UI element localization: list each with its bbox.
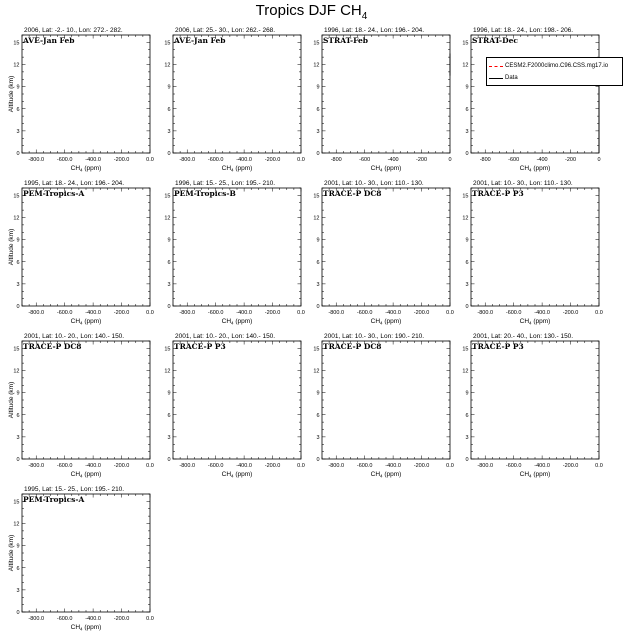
plot-frame — [471, 341, 599, 459]
x-tick-label: -200.0 — [562, 310, 579, 316]
y-tick-label: 15 — [164, 40, 171, 47]
x-tick-label: -400.0 — [236, 463, 252, 469]
y-axis-title: Altitude (km) — [8, 75, 15, 113]
y-tick-label: 0 — [167, 151, 171, 157]
y-tick-label: 0 — [316, 457, 320, 463]
panel-header: 2001, Lat: 10.- 20., Lon: 140.- 150. — [24, 333, 125, 340]
panel-5 — [8, 177, 156, 337]
y-tick-label: 15 — [13, 193, 20, 200]
panel-header: 2001, Lat: 10.- 30., Lon: 190.- 210. — [324, 333, 425, 340]
panel-10 — [162, 330, 307, 490]
panel-svg — [311, 177, 456, 332]
y-tick-label: 6 — [316, 106, 320, 113]
panel-8 — [460, 177, 605, 337]
x-tick-label: -400.0 — [534, 310, 550, 316]
y-tick-label: 6 — [465, 259, 469, 266]
y-tick-label: 3 — [316, 434, 320, 441]
x-tick-label: -400 — [536, 157, 548, 163]
figure-title-subscript: 4 — [361, 11, 368, 22]
x-tick-label: -400.0 — [85, 616, 101, 622]
panel-header: 1996, Lat: 18.- 24., Lon: 198.- 206. — [473, 27, 574, 34]
y-tick-label: 12 — [164, 215, 171, 222]
x-tick-label: -400.0 — [85, 157, 101, 163]
panel-header: 2001, Lat: 10.- 30., Lon: 110.- 130. — [473, 180, 573, 187]
panel-7 — [311, 177, 456, 337]
x-tick-label: -200.0 — [413, 310, 430, 316]
y-tick-label: 12 — [164, 62, 171, 69]
y-tick-label: 6 — [316, 259, 320, 266]
panel-svg — [8, 483, 156, 638]
y-tick-label: 9 — [465, 237, 469, 244]
y-tick-label: 12 — [313, 368, 320, 375]
campaign-label: TRACE-P P3 — [472, 189, 524, 198]
y-tick-label: 0 — [316, 304, 320, 310]
panel-4 — [460, 24, 605, 184]
panel-svg — [162, 177, 307, 332]
x-tick-label: -800.0 — [28, 310, 45, 316]
y-tick-label: 15 — [13, 346, 20, 353]
x-tick-label: -600.0 — [207, 310, 224, 316]
panel-header: 1996, Lat: 15.- 25., Lon: 195.- 210. — [175, 180, 276, 187]
y-tick-label: 12 — [313, 215, 320, 222]
y-tick-label: 6 — [16, 106, 20, 113]
y-tick-label: 6 — [167, 412, 171, 419]
x-tick-label: 0 — [597, 157, 601, 163]
plot-frame — [22, 188, 150, 306]
panel-header: 1996, Lat: 18.- 24., Lon: 196.- 204. — [324, 27, 425, 34]
legend-label-data: Data — [505, 75, 518, 81]
y-tick-label: 15 — [313, 193, 320, 200]
x-tick-label: -400.0 — [85, 310, 101, 316]
panel-12 — [460, 330, 605, 490]
y-tick-label: 0 — [16, 304, 20, 310]
y-tick-label: 6 — [16, 565, 20, 572]
x-axis-title: $CH_4$ (ppm) — [70, 624, 102, 632]
x-tick-label: -200.0 — [413, 463, 430, 469]
y-tick-label: 12 — [13, 215, 20, 222]
y-tick-label: 9 — [16, 237, 20, 244]
y-tick-label: 12 — [313, 62, 320, 69]
legend-swatch-model — [489, 66, 503, 67]
x-tick-label: -200.0 — [113, 310, 130, 316]
campaign-label: TRACE-P DC8 — [323, 342, 382, 351]
panel-svg — [311, 24, 456, 179]
y-tick-label: 0 — [465, 151, 469, 157]
x-tick-label: -200 — [565, 157, 577, 163]
y-tick-label: 3 — [16, 128, 20, 135]
x-tick-label: -600.0 — [56, 157, 73, 163]
y-tick-label: 3 — [16, 281, 20, 288]
x-axis-title: $CH_4$ (ppm) — [370, 471, 402, 479]
x-tick-label: -800.0 — [328, 310, 345, 316]
y-tick-label: 9 — [465, 84, 469, 91]
y-tick-label: 3 — [16, 587, 20, 594]
y-tick-label: 0 — [465, 457, 469, 463]
panel-2 — [162, 24, 307, 184]
panel-svg — [162, 24, 307, 179]
y-tick-label: 3 — [16, 434, 20, 441]
y-tick-label: 9 — [316, 84, 320, 91]
panel-svg — [162, 330, 307, 485]
y-tick-label: 3 — [167, 128, 171, 135]
y-tick-label: 9 — [16, 390, 20, 397]
y-tick-label: 6 — [465, 106, 469, 113]
x-tick-label: -400.0 — [385, 310, 401, 316]
x-tick-label: -600.0 — [356, 310, 373, 316]
campaign-label: PEM-Tropics-A — [23, 189, 85, 198]
y-tick-label: 9 — [167, 237, 171, 244]
x-tick-label: -600.0 — [207, 463, 224, 469]
plot-frame — [173, 188, 301, 306]
plot-frame — [322, 341, 450, 459]
panel-header: 2001, Lat: 10.- 30., Lon: 110.- 130. — [324, 180, 424, 187]
campaign-label: AVE-Jan Feb — [23, 36, 75, 45]
y-tick-label: 6 — [167, 259, 171, 266]
x-axis-title: $CH_4$ (ppm) — [519, 471, 551, 479]
campaign-label: PEM-Tropics-B — [174, 189, 236, 198]
x-tick-label: -200.0 — [113, 463, 130, 469]
y-tick-label: 0 — [167, 457, 171, 463]
y-tick-label: 15 — [164, 193, 171, 200]
campaign-label: STRAT-Dec — [472, 36, 518, 45]
legend-label-model: CESM2.F2000climo.C96.CSS.mg17.io — [505, 63, 609, 69]
plot-frame — [173, 341, 301, 459]
plot-frame — [322, 188, 450, 306]
y-tick-label: 15 — [462, 193, 469, 200]
y-tick-label: 0 — [167, 304, 171, 310]
y-tick-label: 15 — [462, 40, 469, 47]
x-tick-label: -800 — [330, 157, 342, 163]
panel-header: 2006, Lat: 25.- 30., Lon: 262.- 268. — [175, 27, 276, 34]
x-tick-label: -800.0 — [28, 463, 45, 469]
x-axis-title: $CH_4$ (ppm) — [221, 165, 253, 173]
panel-svg — [8, 330, 156, 485]
x-tick-label: -800.0 — [179, 157, 196, 163]
y-tick-label: 15 — [164, 346, 171, 353]
x-axis-title: $CH_4$ (ppm) — [221, 318, 253, 326]
x-axis-title: $CH_4$ (ppm) — [70, 165, 102, 173]
y-tick-label: 3 — [465, 128, 469, 135]
panel-11 — [311, 330, 456, 490]
x-tick-label: 0.0 — [446, 463, 454, 469]
panel-header: 2001, Lat: 20.- 40., Lon: 130.- 150. — [473, 333, 574, 340]
x-tick-label: -200.0 — [264, 157, 281, 163]
plot-frame — [22, 35, 150, 153]
x-tick-label: -400.0 — [236, 157, 252, 163]
x-tick-label: -600.0 — [505, 310, 522, 316]
panel-svg — [460, 177, 605, 332]
x-axis-title: $CH_4$ (ppm) — [370, 165, 402, 173]
campaign-label: PEM-Tropics-A — [23, 495, 85, 504]
campaign-label: TRACE-P DC8 — [323, 189, 382, 198]
x-axis-title: $CH_4$ (ppm) — [519, 318, 551, 326]
x-tick-label: -800.0 — [28, 616, 45, 622]
plot-frame — [322, 35, 450, 153]
x-tick-label: 0.0 — [297, 463, 305, 469]
panel-13 — [8, 483, 156, 643]
x-axis-title: $CH_4$ (ppm) — [221, 471, 253, 479]
x-tick-label: -400.0 — [236, 310, 252, 316]
x-axis-title: $CH_4$ (ppm) — [519, 165, 551, 173]
x-tick-label: -800.0 — [477, 310, 494, 316]
x-tick-label: -400.0 — [385, 463, 401, 469]
y-tick-label: 12 — [13, 368, 20, 375]
y-tick-label: 6 — [167, 106, 171, 113]
y-axis-title: Altitude (km) — [8, 228, 15, 266]
x-tick-label: 0.0 — [146, 310, 154, 316]
campaign-label: TRACE-P DC8 — [23, 342, 82, 351]
y-tick-label: 15 — [13, 40, 20, 47]
x-tick-label: -200.0 — [264, 463, 281, 469]
y-tick-label: 9 — [465, 390, 469, 397]
x-tick-label: -600 — [508, 157, 520, 163]
x-tick-label: -800.0 — [179, 310, 196, 316]
y-tick-label: 15 — [313, 40, 320, 47]
x-axis-title: $CH_4$ (ppm) — [70, 471, 102, 479]
x-tick-label: -800 — [479, 157, 491, 163]
y-tick-label: 9 — [316, 390, 320, 397]
y-tick-label: 0 — [316, 151, 320, 157]
y-tick-label: 12 — [13, 521, 20, 528]
x-tick-label: -200.0 — [113, 157, 130, 163]
y-tick-label: 0 — [465, 304, 469, 310]
x-tick-label: 0.0 — [146, 616, 154, 622]
x-tick-label: 0.0 — [595, 310, 603, 316]
x-tick-label: -200.0 — [113, 616, 130, 622]
panel-header: 1995, Lat: 15.- 25., Lon: 195.- 210. — [24, 486, 125, 493]
x-tick-label: -400 — [387, 157, 399, 163]
panel-header: 2006, Lat: -2.- 10., Lon: 272.- 282. — [24, 27, 123, 34]
x-tick-label: -600 — [359, 157, 371, 163]
plot-frame — [22, 341, 150, 459]
y-tick-label: 15 — [462, 346, 469, 353]
y-tick-label: 9 — [167, 84, 171, 91]
x-tick-label: -200 — [416, 157, 428, 163]
y-tick-label: 3 — [465, 281, 469, 288]
x-tick-label: -600.0 — [56, 616, 73, 622]
figure-title-text: Tropics DJF CH — [255, 2, 362, 19]
panel-svg — [8, 24, 156, 179]
y-tick-label: 3 — [316, 281, 320, 288]
y-axis-title: Altitude (km) — [8, 381, 15, 419]
panel-9 — [8, 330, 156, 490]
y-tick-label: 6 — [316, 412, 320, 419]
panel-header: 2001, Lat: 10.- 20., Lon: 140.- 150. — [175, 333, 276, 340]
x-tick-label: -600.0 — [56, 310, 73, 316]
x-tick-label: -400.0 — [85, 463, 101, 469]
plot-frame — [173, 35, 301, 153]
y-tick-label: 3 — [167, 434, 171, 441]
plot-frame — [22, 494, 150, 612]
panel-header: 1995, Lat: 18.- 24., Lon: 196.- 204. — [24, 180, 125, 187]
y-tick-label: 9 — [16, 543, 20, 550]
y-axis-title: Altitude (km) — [8, 534, 15, 572]
y-tick-label: 9 — [316, 237, 320, 244]
y-tick-label: 12 — [13, 62, 20, 69]
y-tick-label: 3 — [465, 434, 469, 441]
legend-entry-model — [489, 61, 608, 71]
y-tick-label: 9 — [167, 390, 171, 397]
panel-svg — [460, 330, 605, 485]
x-axis-title: $CH_4$ (ppm) — [370, 318, 402, 326]
x-tick-label: 0.0 — [297, 157, 305, 163]
y-tick-label: 6 — [465, 412, 469, 419]
x-tick-label: -600.0 — [505, 463, 522, 469]
x-tick-label: -800.0 — [28, 157, 45, 163]
x-tick-label: -200.0 — [264, 310, 281, 316]
plot-frame — [471, 188, 599, 306]
campaign-label: TRACE-P P3 — [174, 342, 226, 351]
y-tick-label: 0 — [16, 610, 20, 616]
panel-1 — [8, 24, 156, 184]
panel-3 — [311, 24, 456, 184]
x-tick-label: -800.0 — [477, 463, 494, 469]
campaign-label: TRACE-P P3 — [472, 342, 524, 351]
y-tick-label: 3 — [167, 281, 171, 288]
legend-swatch-data — [489, 78, 503, 79]
x-tick-label: 0.0 — [446, 310, 454, 316]
plot-frame — [471, 35, 599, 153]
y-tick-label: 6 — [16, 412, 20, 419]
figure-title — [0, 2, 623, 22]
y-tick-label: 6 — [16, 259, 20, 266]
x-tick-label: -600.0 — [356, 463, 373, 469]
y-tick-label: 0 — [16, 151, 20, 157]
y-tick-label: 15 — [13, 499, 20, 506]
x-tick-label: -800.0 — [328, 463, 345, 469]
x-tick-label: 0.0 — [146, 157, 154, 163]
y-tick-label: 3 — [316, 128, 320, 135]
x-tick-label: 0.0 — [146, 463, 154, 469]
panel-svg — [311, 330, 456, 485]
x-tick-label: -600.0 — [207, 157, 224, 163]
campaign-label: STRAT-Feb — [323, 36, 369, 45]
x-tick-label: 0 — [448, 157, 452, 163]
x-tick-label: -200.0 — [562, 463, 579, 469]
x-tick-label: 0.0 — [595, 463, 603, 469]
panel-6 — [162, 177, 307, 337]
x-tick-label: 0.0 — [297, 310, 305, 316]
y-tick-label: 0 — [16, 457, 20, 463]
panel-svg — [8, 177, 156, 332]
legend-entry-data — [489, 73, 518, 83]
x-tick-label: -800.0 — [179, 463, 196, 469]
x-tick-label: -600.0 — [56, 463, 73, 469]
y-tick-label: 15 — [313, 346, 320, 353]
y-tick-label: 9 — [16, 84, 20, 91]
legend — [486, 57, 623, 86]
x-axis-title: $CH_4$ (ppm) — [70, 318, 102, 326]
y-tick-label: 12 — [164, 368, 171, 375]
panel-svg — [460, 24, 605, 179]
y-tick-label: 12 — [462, 368, 469, 375]
x-tick-label: -400.0 — [534, 463, 550, 469]
y-tick-label: 12 — [462, 215, 469, 222]
y-tick-label: 12 — [462, 62, 469, 69]
campaign-label: AVE-Jan Feb — [174, 36, 226, 45]
